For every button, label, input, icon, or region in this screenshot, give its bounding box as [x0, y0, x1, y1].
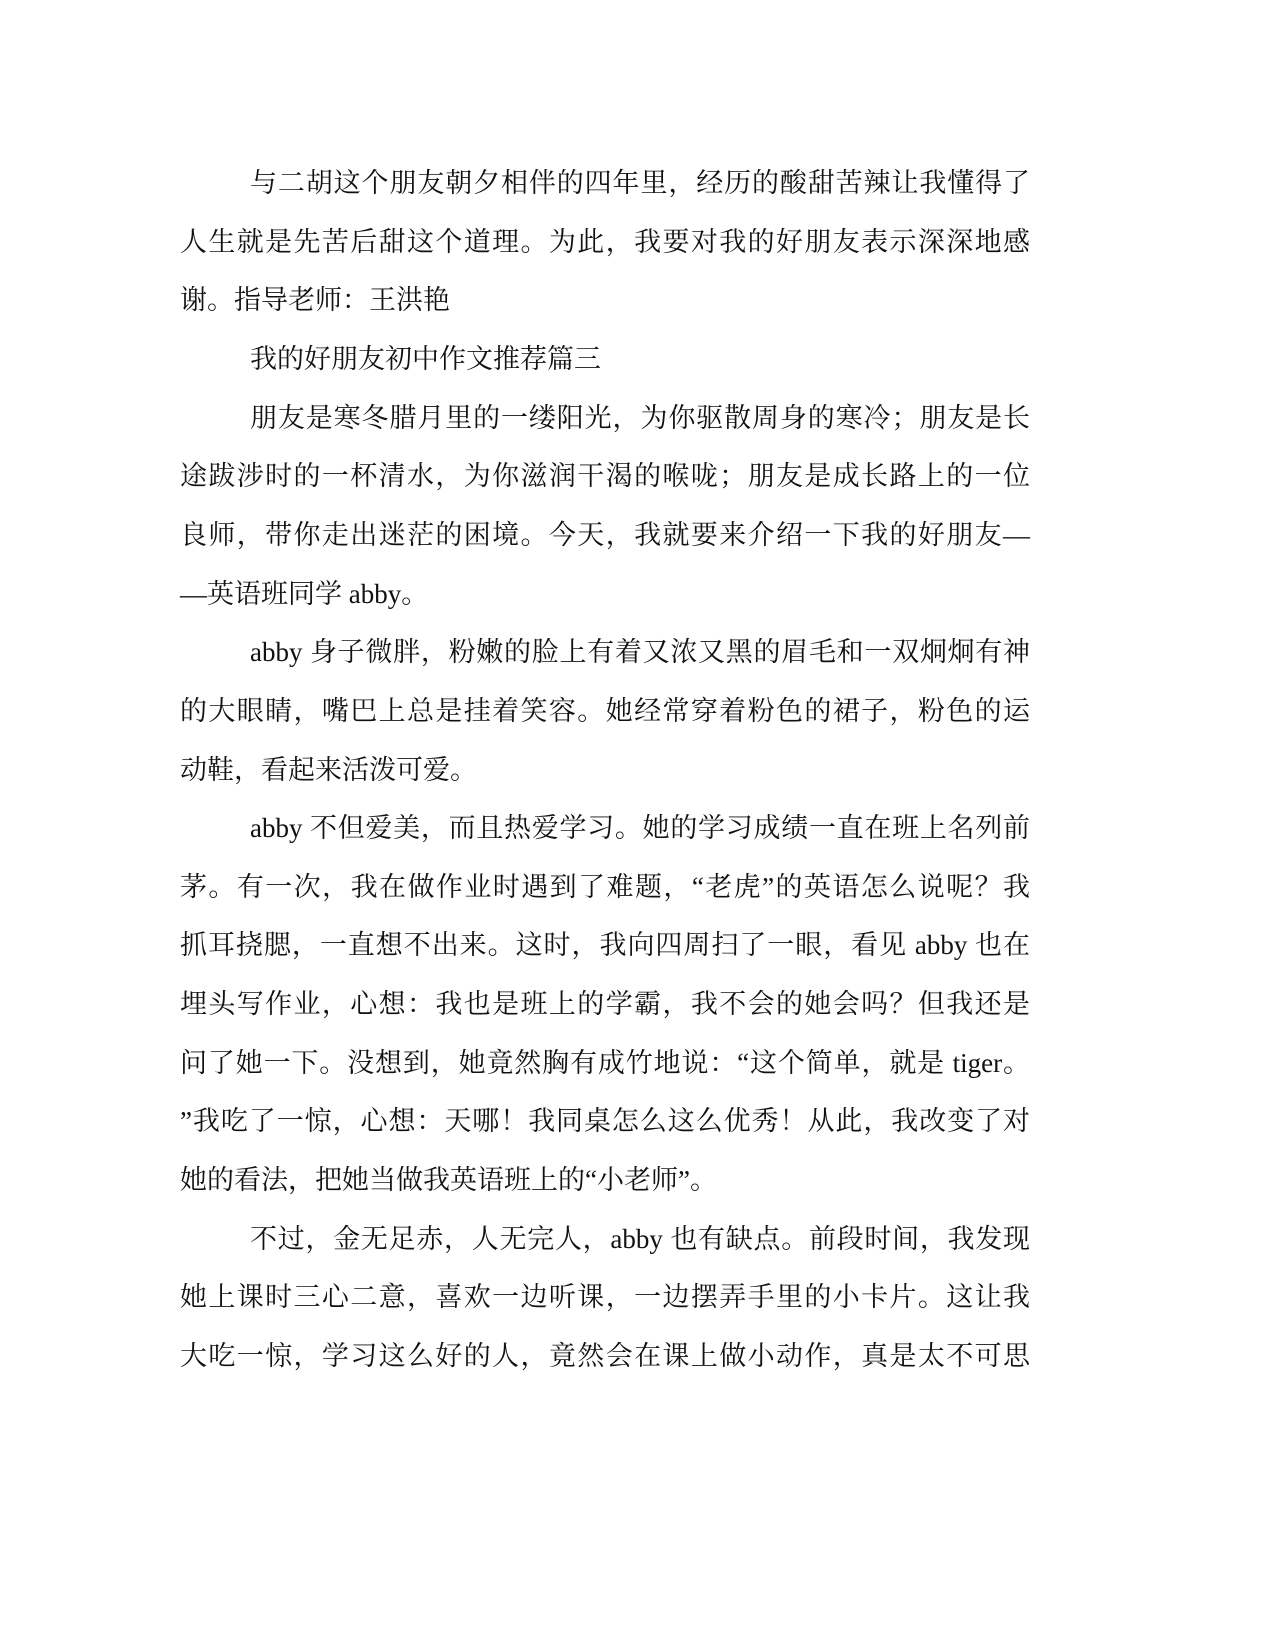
section-heading: 我的好朋友初中作文推荐篇三 — [250, 343, 601, 374]
text-line: 动鞋，看起来活泼可爱。 — [180, 754, 477, 785]
text-line: 谢。指导老师：王洪艳 — [180, 285, 450, 316]
text-line: 的大眼睛，嘴巴上总是挂着笑容。她经常穿着粉色的裙子，粉色的运 — [180, 695, 1030, 726]
text-line: 人生就是先苦后甜这个道理。为此，我要对我的好朋友表示深深地感 — [180, 226, 1030, 257]
text-line: —英语班同学 abby。 — [180, 578, 429, 609]
text-line: 问了她一下。没想到，她竟然胸有成竹地说：“这个简单，就是 tiger。 — [180, 1047, 1030, 1078]
text-line: 她上课时三心二意，喜欢一边听课，一边摆弄手里的小卡片。这让我 — [180, 1282, 1030, 1313]
text-line: 抓耳挠腮，一直想不出来。这时，我向四周扫了一眼，看见 abby 也在 — [180, 930, 1030, 961]
text-line: 途跋涉时的一杯清水，为你滋润干渴的喉咙；朋友是成长路上的一位 — [180, 461, 1030, 492]
text-line: 茅。有一次，我在做作业时遇到了难题，“老虎”的英语怎么说呢？我 — [180, 871, 1030, 902]
text-line: 不过，金无足赤，人无完人，abby 也有缺点。前段时间，我发现 — [250, 1223, 1030, 1254]
text-line: 与二胡这个朋友朝夕相伴的四年里，经历的酸甜苦辣让我懂得了 — [250, 168, 1030, 198]
text-line: 埋头写作业，心想：我也是班上的学霸，我不会的她会吗？但我还是 — [180, 989, 1030, 1020]
text-line: 大吃一惊，学习这么好的人，竟然会在课上做小动作，真是太不可思 — [180, 1341, 1030, 1371]
text-line: ”我吃了一惊，心想：天哪！我同桌怎么这么优秀！从此，我改变了对 — [180, 1106, 1030, 1137]
text-line: abby 不但爱美，而且热爱学习。她的学习成绩一直在班上名列前 — [250, 813, 1030, 844]
text-line: 良师，带你走出迷茫的困境。今天，我就要来介绍一下我的好朋友— — [180, 519, 1030, 550]
text-line: 朋友是寒冬腊月里的一缕阳光，为你驱散周身的寒冷；朋友是长 — [250, 402, 1030, 433]
text-line: 她的看法，把她当做我英语班上的“小老师”。 — [180, 1165, 717, 1196]
text-line: abby 身子微胖，粉嫩的脸上有着又浓又黑的眉毛和一双炯炯有神 — [250, 637, 1030, 668]
